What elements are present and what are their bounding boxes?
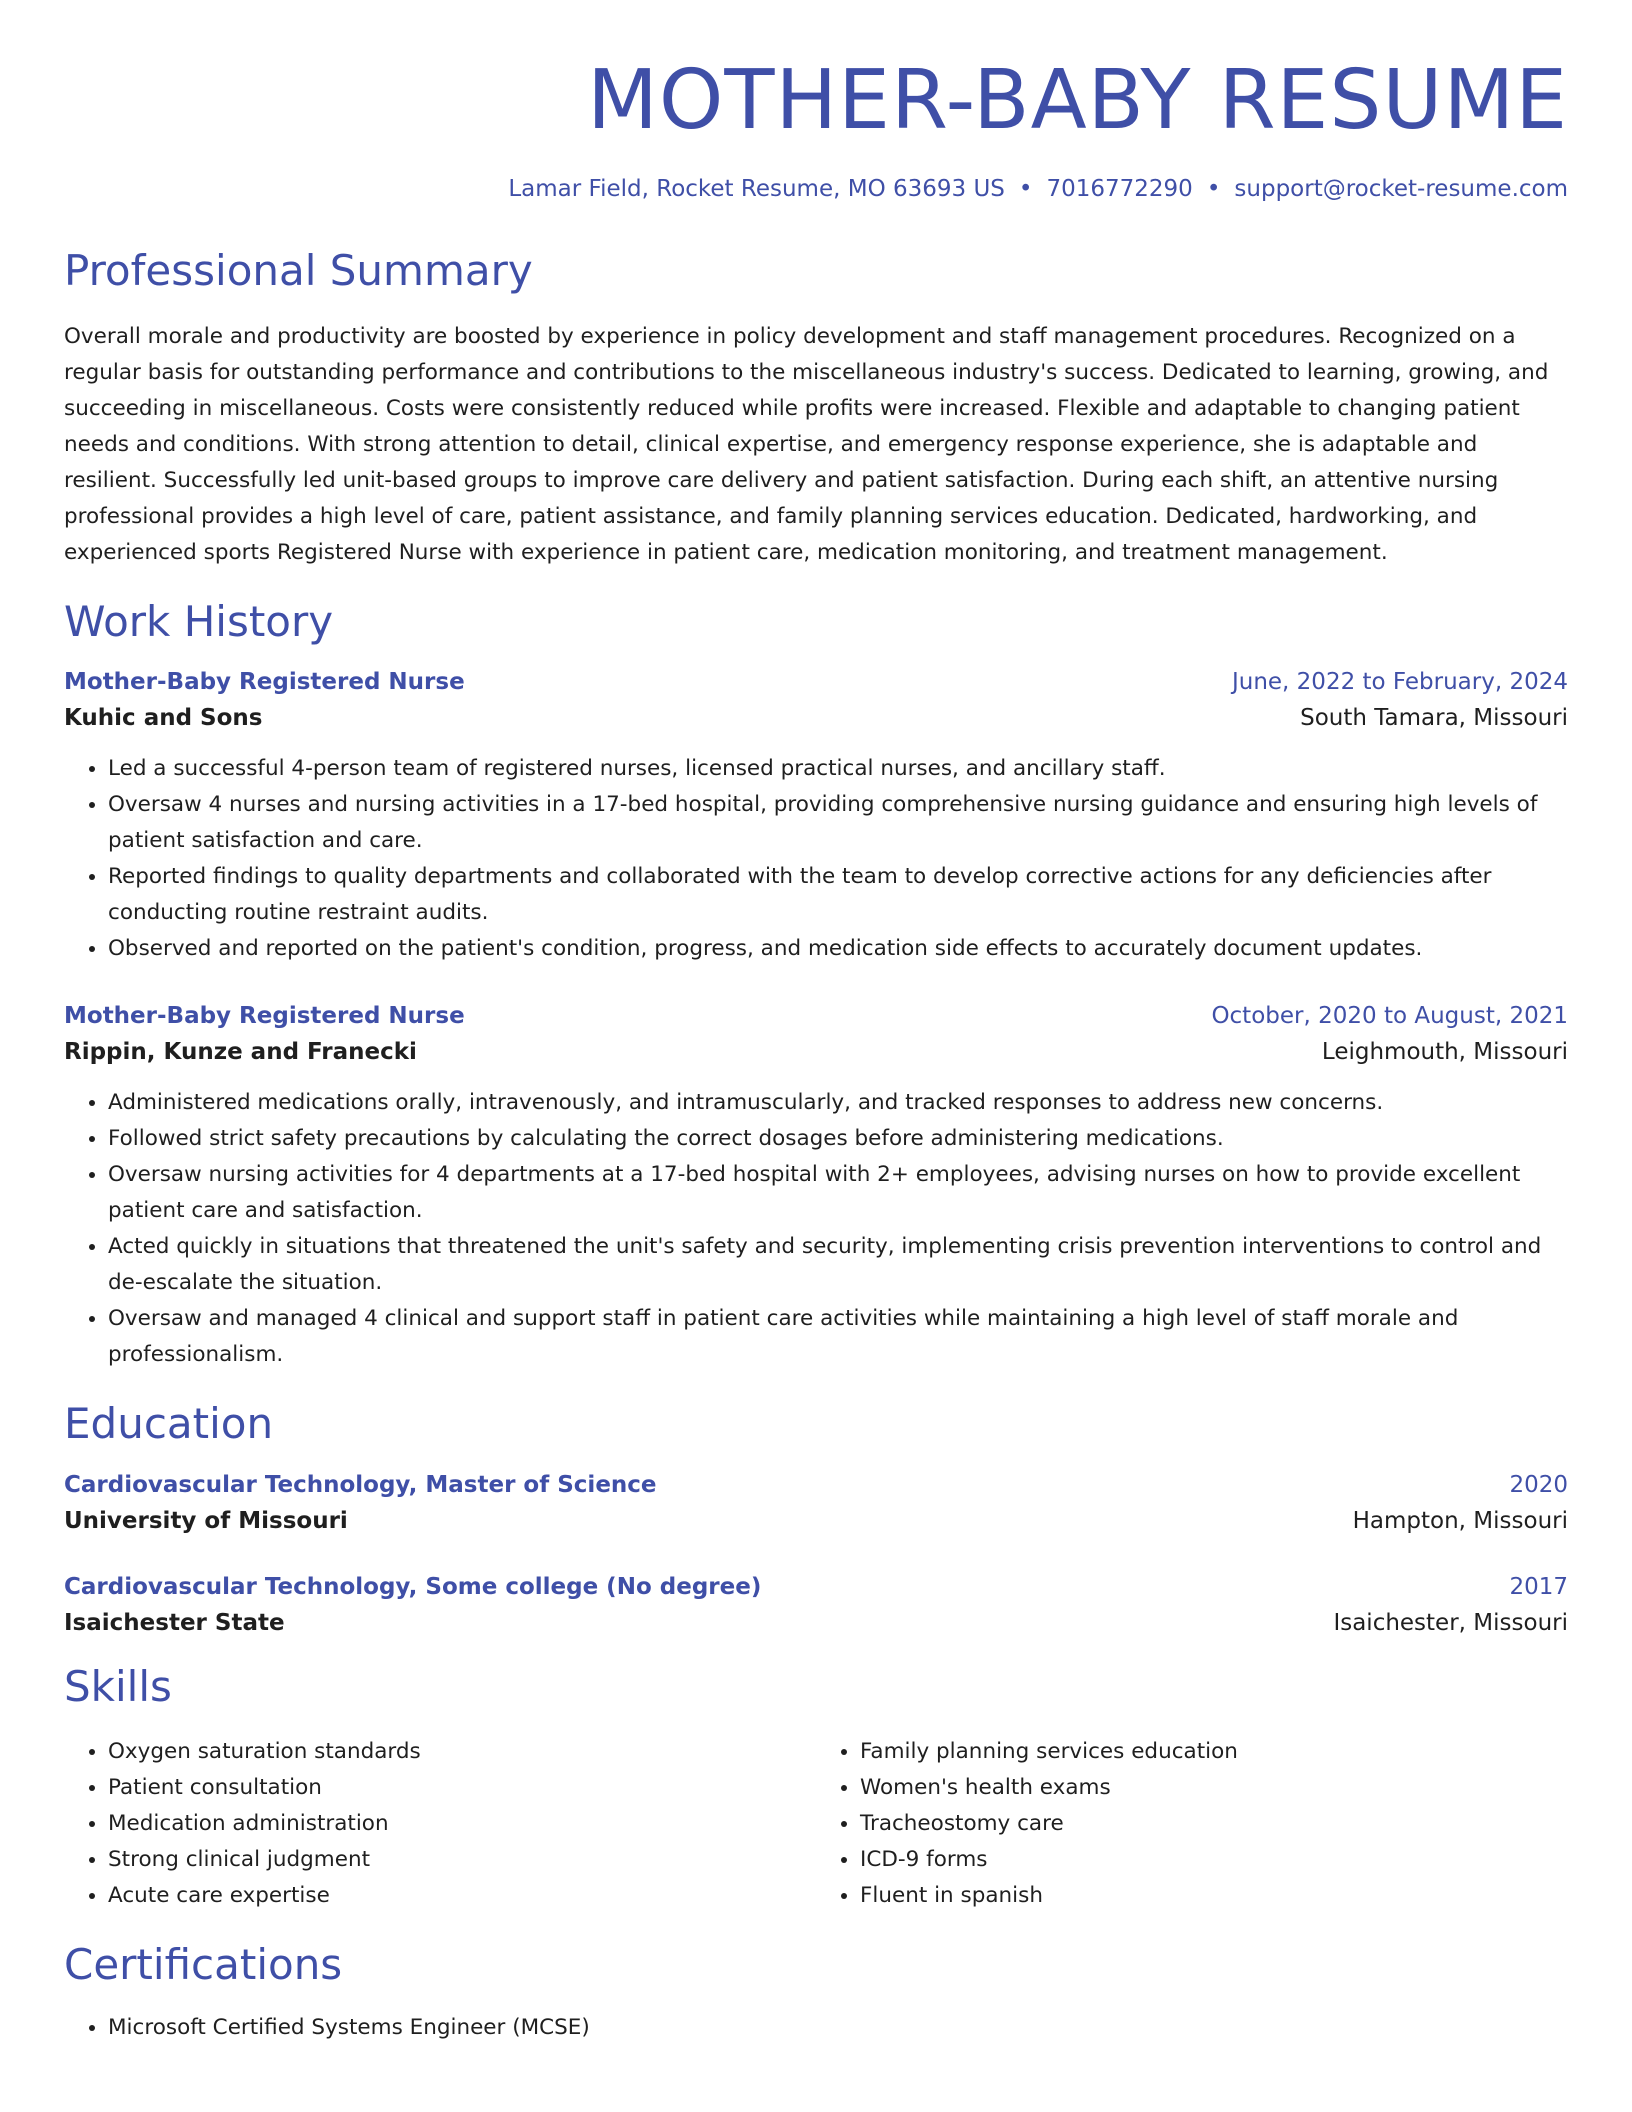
skill-item: • Women's health exams	[860, 1770, 1568, 1806]
education-degree: Cardiovascular Technology, Some college (No degree)	[64, 1573, 762, 1600]
contact-separator: •	[1018, 176, 1033, 203]
section-heading-education: Education	[64, 1399, 274, 1449]
contact-email: support@rocket-resume.com	[1234, 176, 1568, 203]
job-location: Leighmouth, Missouri	[1321, 1039, 1568, 1066]
education-section	[64, 1399, 1568, 1635]
education-school: Isaichester State	[64, 1609, 285, 1636]
section-heading-skills: Skills	[64, 1661, 172, 1711]
contact-line	[64, 176, 1568, 202]
education-header	[64, 1472, 1568, 1498]
skill-item: • Tracheostomy care	[860, 1806, 1568, 1842]
education-subheader	[64, 1610, 1568, 1636]
list-item: • Oversaw and managed 4 clinical and support staff in patient care activities while maintaining a high level of staff morale and professionalism.	[108, 1301, 1568, 1373]
list-item: • Administered medications orally, intravenously, and intramuscularly, and tracked responses to address new concerns.	[108, 1085, 1568, 1121]
job-company: Kuhic and Sons	[64, 705, 263, 732]
job-dates: October, 2020 to August, 2021	[1211, 1003, 1568, 1030]
list-item: • Acted quickly in situations that threatened the unit's safety and security, implementing crisis prevention interventions to control and de-escalate the situation.	[108, 1229, 1568, 1301]
skills-section	[64, 1662, 1568, 1914]
list-item: • Led a successful 4-person team of registered nurses, licensed practical nurses, and ancillary staff.	[108, 751, 1568, 787]
skill-item: • Strong clinical judgment	[108, 1842, 816, 1878]
skill-item: • Medication administration	[108, 1806, 816, 1842]
job-title: Mother-Baby Registered Nurse	[64, 669, 465, 696]
education-year: 2020	[1509, 1471, 1568, 1498]
section-heading-certifications: Certifications	[64, 1939, 343, 1989]
contact-separator: •	[1206, 176, 1221, 203]
resume-title: MOTHER-BABY RESUME	[587, 53, 1568, 148]
education-year: 2017	[1509, 1573, 1568, 1600]
education-entry	[64, 1472, 1568, 1534]
professional-summary-section	[64, 246, 1568, 570]
education-entry	[64, 1574, 1568, 1636]
job-title: Mother-Baby Registered Nurse	[64, 1003, 465, 1030]
skills-grid	[64, 1734, 1568, 1914]
skills-list-left	[64, 1734, 816, 1914]
job-header	[64, 1003, 1568, 1029]
job-duties-list	[64, 751, 1568, 967]
list-item: • Observed and reported on the patient's condition, progress, and medication side effects to accurately document updates.	[108, 931, 1568, 967]
skill-item: • ICD-9 forms	[860, 1842, 1568, 1878]
skill-item: • Acute care expertise	[108, 1878, 816, 1914]
certifications-section	[64, 1940, 1568, 2046]
contact-phone: 7016772290	[1046, 176, 1193, 203]
list-item: • Oversaw nursing activities for 4 departments at a 17-bed hospital with 2+ employees, advising nurses on how to provide excellent patient care and satisfaction.	[108, 1157, 1568, 1229]
job-company: Rippin, Kunze and Franecki	[64, 1039, 417, 1066]
skill-item: • Oxygen saturation standards	[108, 1734, 816, 1770]
job-duties-list	[64, 1085, 1568, 1373]
education-school: University of Missouri	[64, 1507, 348, 1534]
list-item: • Reported findings to quality departments and collaborated with the team to develop corrective actions for any deficiencies after conducting routine restraint audits.	[108, 859, 1568, 931]
section-heading-work-history: Work History	[64, 596, 334, 646]
skill-item: • Patient consultation	[108, 1770, 816, 1806]
certifications-list	[64, 2010, 1568, 2046]
job-subheader	[64, 705, 1568, 731]
education-subheader	[64, 1508, 1568, 1534]
skill-item: • Fluent in spanish	[860, 1878, 1568, 1914]
education-location: Hampton, Missouri	[1352, 1507, 1568, 1534]
job-subheader	[64, 1039, 1568, 1065]
education-location: Isaichester, Missouri	[1333, 1609, 1568, 1636]
list-item: • Followed strict safety precautions by calculating the correct dosages before administering medications.	[108, 1121, 1568, 1157]
work-history-section	[64, 597, 1568, 1373]
job-entry	[64, 669, 1568, 967]
section-heading-summary: Professional Summary	[64, 246, 533, 296]
job-location: South Tamara, Missouri	[1300, 705, 1568, 732]
list-item: • Oversaw 4 nurses and nursing activities in a 17-bed hospital, providing comprehensive nursing guidance and ensuring high levels of patient satisfaction and care.	[108, 787, 1568, 859]
skills-list-right	[816, 1734, 1568, 1914]
job-dates: June, 2022 to February, 2024	[1231, 669, 1568, 696]
summary-text: Overall morale and productivity are boosted by experience in policy development and staff management procedures. Recognized on a regular basis for outstanding performance and contributions to the miscellaneous industry's success. Dedicated to learning, growing, and succeeding in miscellaneous. Costs were consistently reduced while profits were increased. Flexible and adaptable to changing patient needs and conditions. With strong attention to detail, clinical expertise, and emergency response experience, she is adaptable and resilient. Successfully led unit-based groups to improve care delivery and patient satisfaction. During each shift, an attentive nursing professional provides a high level of care, patient assistance, and family planning services education. Dedicated, hardworking, and experienced sports Registered Nurse with experience in patient care, medication monitoring, and treatment management.	[64, 323, 1549, 565]
contact-address: Lamar Field, Rocket Resume, MO 63693 US	[508, 176, 1005, 203]
education-degree: Cardiovascular Technology, Master of Science	[64, 1471, 657, 1498]
job-header	[64, 669, 1568, 695]
certification-item: • Microsoft Certified Systems Engineer (MCSE)	[108, 2010, 1568, 2046]
job-entry	[64, 1003, 1568, 1373]
skill-item: • Family planning services education	[860, 1734, 1568, 1770]
education-header	[64, 1574, 1568, 1600]
